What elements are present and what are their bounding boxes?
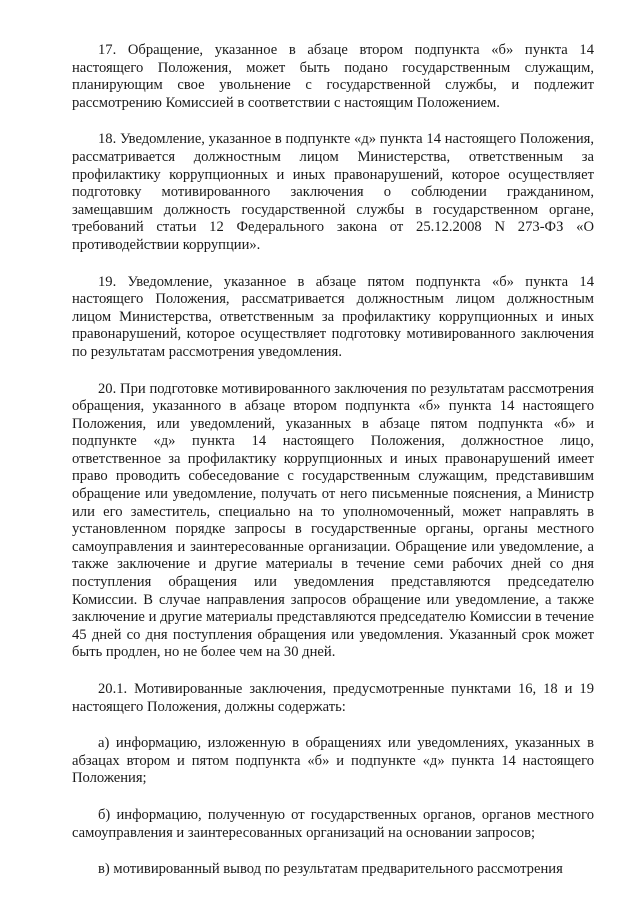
document-page: [72, 42, 594, 898]
list-item-c: в) мотивированный вывод по результатам предварительного рассмотрения: [98, 861, 563, 878]
list-item-b: б) информацию, полученную от государственных органов, органов местного самоуправления и заинтересованных организаций на основании запросов;: [72, 806, 594, 841]
paragraph-17: 17. Обращение, указанное в абзаце втором подпункта «б» пункта 14 настоящего Положения, может быть подано государственным служащим, планирующим свое увольнение с государственной службы, и подлежит рассмотрению Комиссией в соответствии с настоящим Положением.: [72, 42, 594, 111]
paragraph-20-1: 20.1. Мотивированные заключения, предусмотренные пунктами 16, 18 и 19 настоящего Положения, должны содержать:: [72, 681, 594, 715]
paragraph-18: 18. Уведомление, указанное в подпункте «д» пункта 14 настоящего Положения, рассматривается должностным лицом Министерства, ответственным за профилактику коррупционных и иных правонарушений, которое осуществляет подготовку мотивированного заключения о соблюдении гражданином, замещавшим должность государственной службы в государственном органе, требований статьи 12 Федерального закона от 25.12.2008 N 273-ФЗ «О противодействии коррупции».: [72, 131, 594, 253]
paragraph-20: 20. При подготовке мотивированного заключения по результатам рассмотрения обращения, указанного в абзаце втором подпункта «б» пункта 14 настоящего Положения, или уведомлений, указанных в абзаце пятом подпункта «б» и подпункте «д» пункта 14 настоящего Положения, должностное лицо, ответственное за профилактику коррупционных и иных правонарушений имеет право проводить собеседование с государственным служащим, представившим обращение или уведомление, получать от него письменные пояснения, а Министр или его заместитель, специально на то уполномоченный, может направлять в установленном порядке запросы в государственные органы, органы местного самоуправления и заинтересованные организации. Обращение или уведомление, а также заключение и другие материалы в течение семи рабочих дней со дня поступления обращения или уведомления представляются председателю Комиссии. В случае направления запросов обращение или уведомление, а также заключение и другие материалы представляются председателю Комиссии в течение 45 дней со дня поступления обращения или уведомления. Указанный срок может быть продлен, но не более чем на 30 дней.: [72, 380, 594, 661]
paragraph-19: 19. Уведомление, указанное в абзаце пятом подпункта «б» пункта 14 настоящего Положения, рассматривается должностным лицом должностным лицом Министерства, ответственным за профилактику коррупционных и иных правонарушений, которое осуществляет подготовку мотивированного заключения по результатам рассмотрения уведомления.: [72, 273, 594, 360]
list-item-a: а) информацию, изложенную в обращениях или уведомлениях, указанных в абзацах втором и пятом подпункта «б» и подпункте «д» пункта 14 настоящего Положения;: [72, 735, 594, 787]
